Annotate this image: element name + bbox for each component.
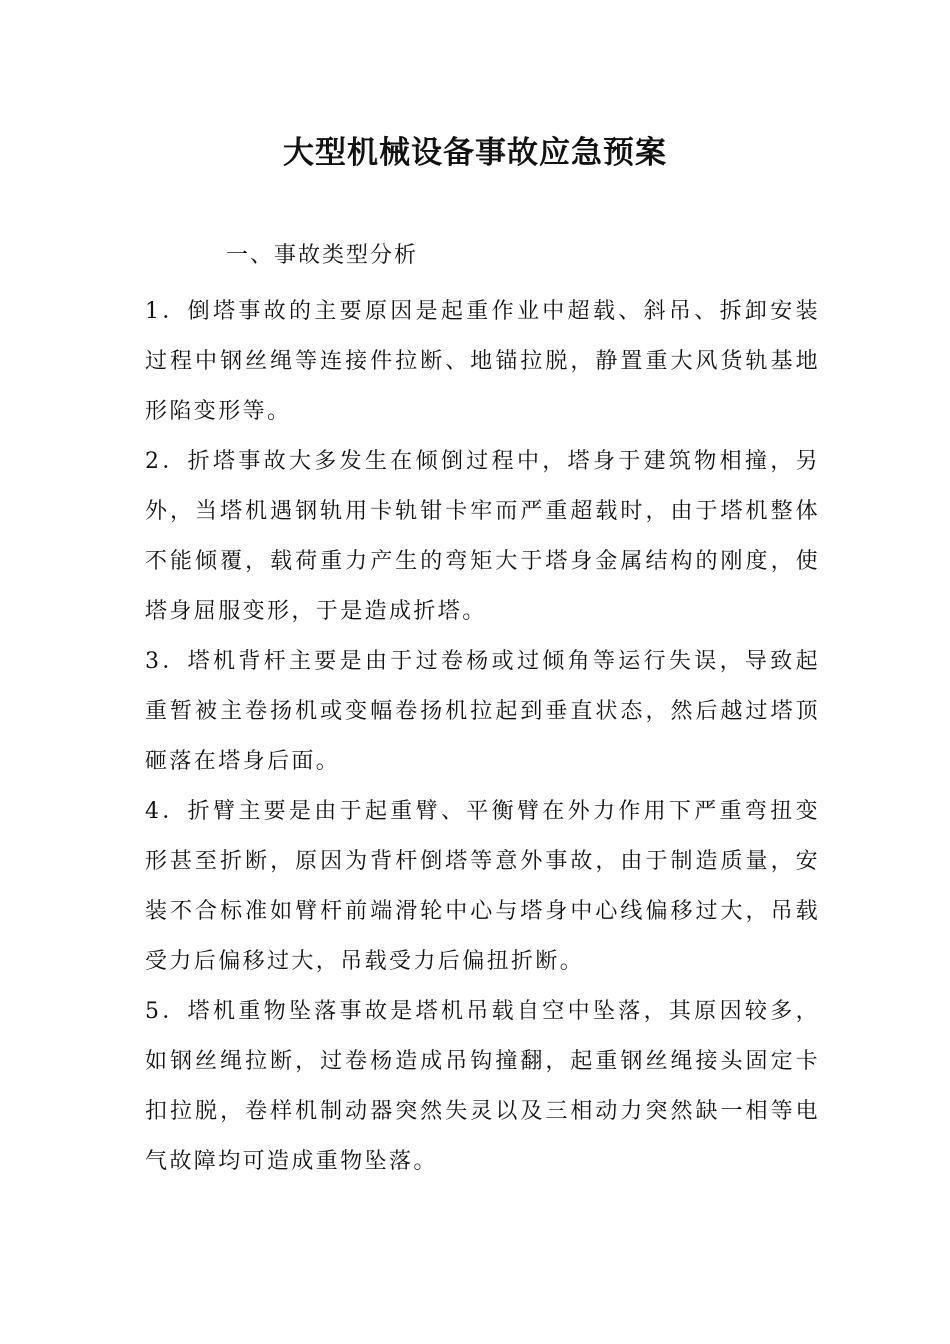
document-body [145, 287, 820, 1187]
paragraph-1: 1．倒塔事故的主要原因是起重作业中超载、斜吊、拆卸安装过程中钢丝绳等连接件拉断、地锚拉脱，静置重大风货轨基地形陷变形等。 [145, 299, 820, 424]
paragraph-2: 2．折塔事故大多发生在倾倒过程中，塔身于建筑物相撞，另外，当塔机遇钢轨用卡轨钳卡牢而严重超载时，由于塔机整体不能倾覆，载荷重力产生的弯矩大于塔身金属结构的刚度，使塔身屈服变形，于是造成折塔。 [145, 449, 820, 624]
document-title: 大型机械设备事故应急预案 [283, 135, 667, 171]
paragraph-3: 3．塔机背杆主要是由于过卷杨或过倾角等运行失误，导致起重暂被主卷扬机或变幅卷扬机拉起到垂直状态，然后越过塔顶砸落在塔身后面。 [145, 649, 820, 774]
paragraph-4: 4．折臂主要是由于起重臂、平衡臂在外力作用下严重弯扭变形甚至折断，原因为背杆倒塔等意外事故，由于制造质量，安装不合标准如臂杆前端滑轮中心与塔身中心线偏移过大，吊载受力后偏移过大，吊载受力后偏扭折断。 [145, 799, 820, 974]
section-heading: 一、事故类型分析 [226, 243, 419, 268]
paragraph-5: 5．塔机重物坠落事故是塔机吊载自空中坠落，其原因较多，如钢丝绳拉断，过卷杨造成吊钩撞翻，起重钢丝绳接头固定卡扣拉脱，卷样机制动器突然失灵以及三相动力突然缺一相等电气故障均可造成重物坠落。 [145, 999, 820, 1174]
